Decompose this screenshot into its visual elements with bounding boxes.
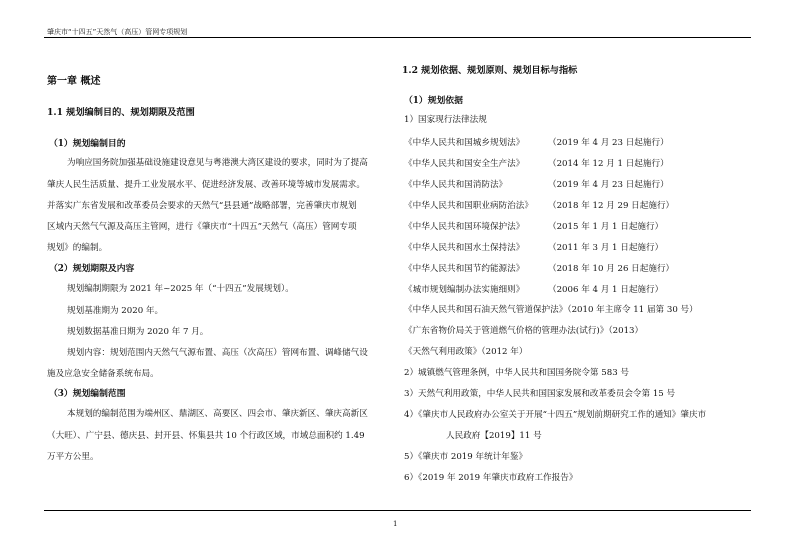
paragraph-line: 区域内天然气气源及高压主管网，进行《肇庆市“十四五”天然气（高压）管网专项 — [47, 222, 357, 232]
law-date: （2006 年 4 月 1 日起施行） — [548, 285, 664, 295]
law-name: 《中华人民共和国安全生产法》 — [404, 159, 525, 169]
section-title: 1.1 规划编制目的、规划期限及范围 — [47, 107, 195, 118]
law-date: （2018 年 12 月 29 日起施行） — [548, 201, 675, 211]
paragraph-line: 规划内容：规划范围内天然气气源布置、高压（次高压）管网布置、调峰储气设 — [67, 348, 368, 358]
list-item: 2）城镇燃气管理条例，中华人民共和国国务院令第 583 号 — [404, 368, 629, 378]
list-item: 3）天然气利用政策，中华人民共和国国家发展和改革委员会令第 15 号 — [404, 389, 676, 399]
law-name: 《中华人民共和国水土保持法》 — [404, 243, 525, 253]
subsection-title: （1）规划编制目的 — [49, 139, 126, 149]
law-name: 《中华人民共和国城乡规划法》 — [404, 138, 525, 148]
paragraph-line: 施及应急安全储备系统布局。 — [47, 369, 159, 379]
paragraph-line: 规划》的编制。 — [47, 243, 108, 253]
paragraph-line: 规划基准期为 2020 年。 — [67, 306, 164, 316]
law-date: （2014 年 12 月 1 日起施行） — [548, 159, 669, 169]
law-date: （2019 年 4 月 23 日起施行） — [548, 180, 669, 190]
subsection-title: （2）规划期限及内容 — [49, 264, 135, 274]
paragraph-line: 万平方公里。 — [47, 452, 99, 462]
law-date: （2018 年 10 月 26 日起施行） — [548, 264, 675, 274]
law-name: 《中华人民共和国职业病防治法》 — [404, 201, 533, 211]
law-date: （2015 年 1 月 1 日起施行） — [548, 222, 664, 232]
subsection-title: （1）规划依据 — [404, 96, 463, 106]
law-name: 《中华人民共和国节约能源法》 — [404, 264, 525, 274]
list-item: 4）《肇庆市人民政府办公室关于开展“十四五”规划前期研究工作的通知》肇庆市 — [404, 410, 707, 420]
law-name: 《中华人民共和国消防法》 — [404, 180, 508, 190]
law-date: （2011 年 3 月 1 日起施行） — [548, 243, 664, 253]
section-title: 1.2 规划依据、规划原则、规划目标与指标 — [402, 65, 578, 76]
law-date: （2019 年 4 月 23 日起施行） — [548, 138, 669, 148]
paragraph-line: 为响应国务院加强基础设施建设意见与粤港澳大湾区建设的要求，同时为了提高 — [67, 158, 368, 168]
law-entry: 《中华人民共和国石油天然气管道保护法》（2010 年主席令 11 届第 30 号） — [404, 305, 698, 315]
law-name: 《中华人民共和国环境保护法》 — [404, 222, 525, 232]
page-number: 1 — [393, 520, 398, 528]
paragraph-line: 本规划的编制范围为端州区、鼎湖区、高要区、四会市、肇庆新区、肇庆高新区 — [67, 409, 368, 419]
list-item: 6）《2019 年 2019 年肇庆市政府工作报告》 — [404, 473, 578, 483]
paragraph-line: 规划数据基准日期为 2020 年 7 月。 — [67, 327, 209, 337]
law-name: 《城市规划编制办法实施细则》 — [404, 285, 525, 295]
law-entry: 《广东省物价局关于管道燃气价格的管理办法(试行)》（2013） — [404, 326, 644, 336]
chapter-title: 第一章 概述 — [47, 76, 101, 87]
running-header: 肇庆市“十四五”天然气（高压）管网专项规划 — [47, 28, 188, 36]
paragraph-line: 肇庆人民生活质量、提升工业发展水平、促进经济发展、改善环境等城市发展需求。 — [47, 180, 365, 190]
subsection-title: （3）规划编制范围 — [49, 389, 126, 399]
paragraph-line: 规划编制期限为 2021 年~2025 年（“十四五”发展规划）。 — [67, 284, 294, 294]
paragraph-line: （大旺）、广宁县、德庆县、封开县、怀集县共 10 个行政区域，市域总面积约 1.49 — [47, 431, 365, 441]
list-item: 5）《肇庆市 2019 年统计年鉴》 — [404, 452, 528, 462]
list-item: 1）国家现行法律法规 — [404, 115, 487, 125]
footer-rule — [44, 510, 751, 511]
paragraph-line: 并落实广东省发展和改革委员会要求的天然气“县县通”战略部署，完善肇庆市规划 — [47, 201, 357, 211]
list-item-continuation: 人民政府【2019】11 号 — [446, 431, 542, 441]
law-entry: 《天然气利用政策》（2012 年） — [404, 347, 528, 357]
header-rule — [44, 37, 751, 38]
